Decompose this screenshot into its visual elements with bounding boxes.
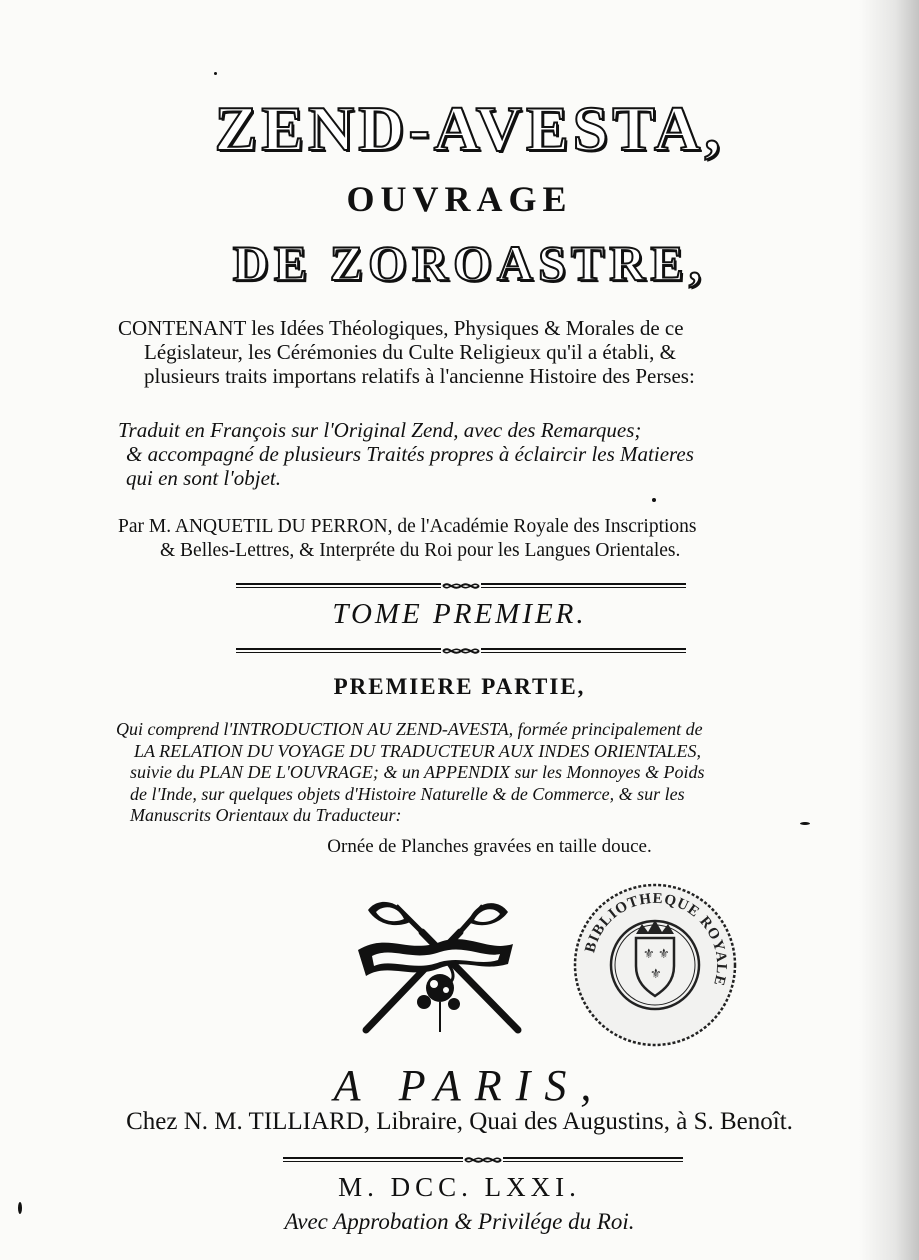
svg-text:⚜: ⚜ [658, 947, 670, 962]
contents-line: LA RELATION DU VOYAGE DU TRADUCTEUR AUX INDES ORIENTALES, [134, 740, 702, 761]
part-title: PREMIERE PARTIE, [333, 674, 586, 699]
contents-line: Qui comprend l'INTRODUCTION AU ZEND-AVESTA, formée principalement de [116, 719, 703, 739]
stamp-text: BIBLIOTHEQUE ROYALE [582, 890, 730, 988]
bibliotheque-royale-stamp [570, 880, 740, 1050]
imprint-city: A PARIS, [333, 1061, 606, 1110]
translation-line: & accompagné de plusieurs Traités propres à éclaircir les Matieres [126, 442, 694, 466]
trumpets-vignette-icon [348, 892, 533, 1044]
ornamental-rule-bottom [236, 645, 686, 657]
imprint-approbation: Avec Approbation & Privilége du Roi. [284, 1209, 635, 1234]
imprint-publisher: Chez N. M. TILLIARD, Libraire, Quai des Augustins, à S. Benoît. [126, 1108, 793, 1135]
contents-line: de l'Inde, sur quelques objets d'Histoire Naturelle & de Commerce, & sur les [130, 783, 685, 804]
rule-knot-ornament [441, 580, 481, 592]
svg-text:⚜: ⚜ [650, 967, 662, 982]
translation-line: Traduit en François sur l'Original Zend, avec des Remarques; [118, 418, 642, 442]
author-credit-line: Par M. ANQUETIL DU PERRON, de l'Académie Royale des Inscriptions [118, 516, 697, 537]
author-credit [118, 515, 697, 563]
book-attribution: DE ZOROASTRE, [232, 235, 707, 291]
translation-paragraph [118, 418, 694, 490]
imprint-date: M. DCC. LXXI. [338, 1172, 581, 1202]
contents-paragraph [116, 719, 704, 827]
volume-title: TOME PREMIER. [332, 598, 587, 630]
plates-note: Ornée de Planches gravées en taille douce. [327, 836, 652, 857]
description-line: CONTENANT les Idées Théologiques, Physiques & Morales de ce [118, 316, 684, 340]
rule-knot-ornament [463, 1154, 503, 1166]
ink-speck [214, 72, 217, 75]
translation-line: qui en sont l'objet. [126, 466, 281, 490]
description-line: plusieurs traits importans relatifs à l'ancienne Histoire des Perses: [144, 364, 695, 388]
book-title: ZEND-AVESTA, [214, 93, 725, 164]
contents-line: suivie du PLAN DE L'OUVRAGE; & un APPENDIX sur les Monnoyes & Poids [130, 762, 705, 782]
description-paragraph [118, 316, 695, 388]
contents-line: Manuscrits Orientaux du Traducteur: [130, 805, 402, 825]
author-credit-line: & Belles-Lettres, & Interpréte du Roi pour les Langues Orientales. [160, 540, 681, 561]
ornamental-rule-top [236, 580, 686, 592]
ink-speck [800, 822, 810, 825]
svg-text:⚜: ⚜ [643, 947, 655, 962]
ornamental-rule-imprint [283, 1154, 683, 1166]
description-line: Législateur, les Cérémonies du Culte Religieux qu'il a établi, & [144, 340, 676, 364]
ink-speck [652, 498, 656, 502]
rule-knot-ornament [441, 645, 481, 657]
book-subtitle: OUVRAGE [346, 179, 573, 219]
